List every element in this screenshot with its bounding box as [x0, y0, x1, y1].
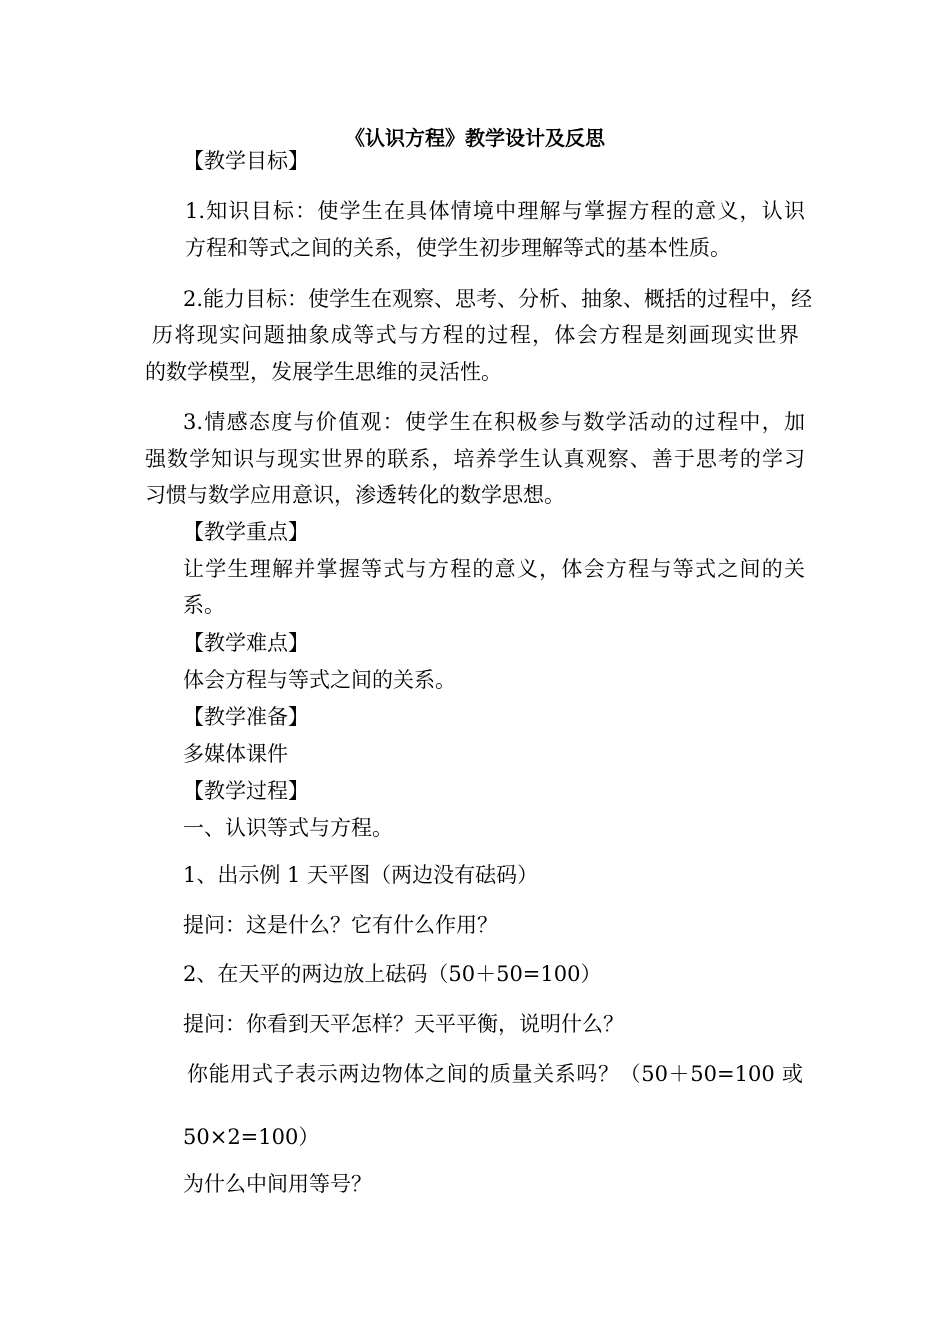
goal1-line1: 1.知识目标：使学生在具体情境中理解与掌握方程的意义，认识: [185, 199, 805, 223]
key-text-line2: 系。: [183, 593, 225, 617]
goal3-line3: 习惯与数学应用意识，渗透转化的数学思想。: [145, 483, 565, 507]
process-heading: 【教学过程】: [183, 779, 309, 803]
key-text-line1: 让学生理解并掌握等式与方程的意义，体会方程与等式之间的关: [183, 557, 805, 581]
goal3-line2: 强数学知识与现实世界的联系，培养学生认真观察、善于思考的学习: [145, 447, 805, 471]
process-line-1: 一、认识等式与方程。: [183, 816, 393, 840]
document-title: 《认识方程》教学设计及反思: [345, 126, 605, 150]
difficulty-text: 体会方程与等式之间的关系。: [183, 668, 456, 692]
process-line-3: 提问：这是什么？它有什么作用？: [183, 913, 498, 937]
prep-heading: 【教学准备】: [183, 705, 309, 729]
difficulty-heading: 【教学难点】: [183, 631, 309, 655]
process-line-2: 1、出示例 1 天平图（两边没有砝码）: [183, 863, 539, 887]
goal2-line1: 2.能力目标：使学生在观察、思考、分析、抽象、概括的过程中，经: [183, 287, 813, 311]
goals-heading: 【教学目标】: [183, 149, 309, 173]
goal1-line2: 方程和等式之间的关系，使学生初步理解等式的基本性质。: [185, 236, 731, 260]
process-line-4: 2、在天平的两边放上砝码（50＋50=100）: [183, 962, 602, 986]
key-heading: 【教学重点】: [183, 520, 309, 544]
prep-text: 多媒体课件: [183, 742, 288, 766]
process-line-8: 为什么中间用等号？: [183, 1172, 372, 1196]
goal2-line3: 的数学模型，发展学生思维的灵活性。: [145, 360, 502, 384]
process-line-6: 你能用式子表示两边物体之间的质量关系吗？（50＋50=100 或: [187, 1062, 803, 1086]
goal3-line1: 3.情感态度与价值观：使学生在积极参与数学活动的过程中，加: [183, 410, 805, 434]
goal2-line2: 历将现实问题抽象成等式与方程的过程，体会方程是刻画现实世界: [152, 323, 799, 347]
process-line-5: 提问：你看到天平怎样？天平平衡，说明什么？: [183, 1012, 624, 1036]
process-line-7: 50×2=100）: [183, 1125, 320, 1149]
